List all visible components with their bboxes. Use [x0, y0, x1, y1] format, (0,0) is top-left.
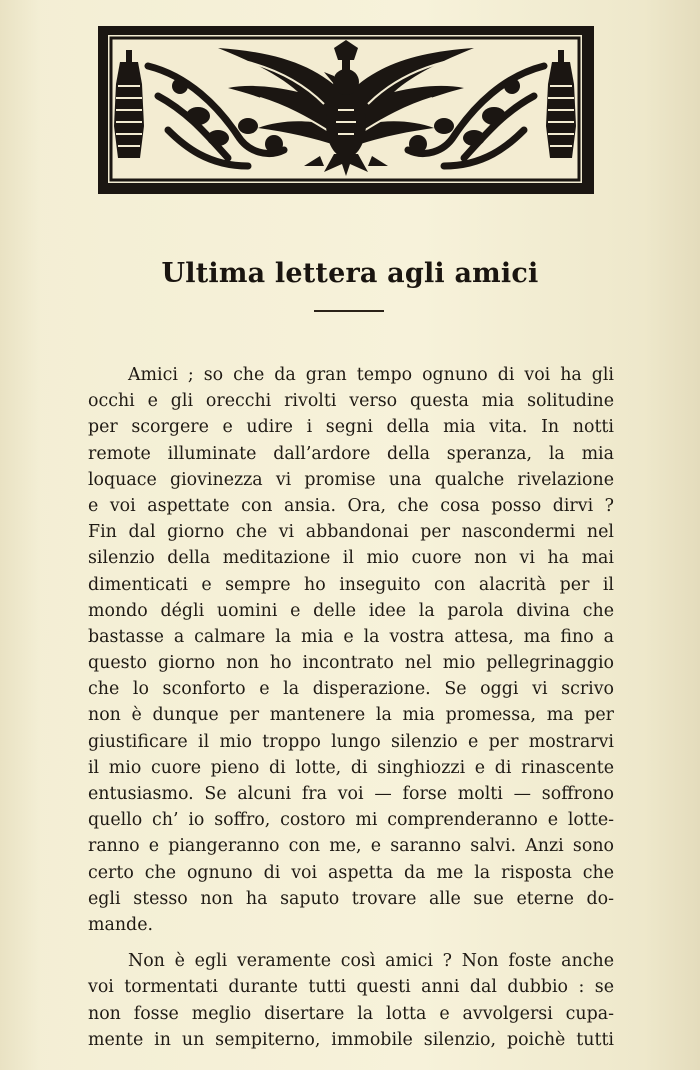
text-line: mondo dégli uomini e delle idee la parola divina che [88, 600, 614, 621]
text-line: mente in un sempiterno, immobile silenzio, poichè tutti [88, 1029, 614, 1050]
text-line: non è dunque per mantenere la mia promessa, ma per [88, 705, 614, 726]
text-line: bastasse a calmare la mia e la vostra attesa, ma fino a [88, 626, 614, 647]
text-line: dimenticati e sempre ho inseguito con alacrità per il [88, 574, 614, 595]
text-line: occhi e gli orecchi rivolti verso questa mia solitudine [88, 391, 614, 412]
paragraph [88, 362, 614, 938]
text-line: per scorgere e udire i segni della mia vita. In notti [88, 417, 614, 438]
text-line: non fosse meglio disertare la lotta e avvolgersi cupa- [88, 1003, 614, 1024]
text-line: Amici ; so che da gran tempo ognuno di voi ha gli [128, 365, 614, 385]
eagle-woodcut-ornament-icon [98, 26, 594, 194]
text-line: che lo sconforto e la disperazione. Se oggi vi scrivo [88, 679, 614, 700]
text-line: certo che ognuno di voi aspetta da me la risposta che [88, 862, 614, 883]
text-line: giustificare il mio troppo lungo silenzio e per mostrarvi [88, 731, 614, 752]
page-gutter-shadow [0, 0, 40, 1070]
text-line: voi tormentati durante tutti questi anni dal dubbio : se [88, 977, 614, 998]
text-line: il mio cuore pieno di lotte, di singhiozzi e di rinascente [88, 757, 614, 778]
text-line: Fin dal giorno che vi abbandonai per nascondermi nel [88, 522, 614, 543]
title-underline-rule [314, 310, 384, 312]
text-line: ranno e piangeranno con me, e saranno salvi. Anzi sono [88, 836, 614, 857]
paragraph [88, 948, 614, 1053]
paragraph-gap [88, 938, 614, 948]
text-line: silenzio della meditazione il mio cuore non vi ha mai [88, 548, 614, 569]
text-line: Non è egli veramente così amici ? Non foste anche [128, 951, 614, 972]
letter-body [88, 362, 614, 1053]
text-line: entusiasmo. Se alcuni fra voi — forse molti — soffrono [88, 784, 614, 804]
text-line: questo giorno non ho incontrato nel mio pellegrinaggio [88, 653, 614, 674]
text-line: e voi aspettate con ansia. Ora, che cosa posso dirvi ? [88, 495, 614, 516]
text-line: loquace giovinezza vi promise una qualche rivelazione [88, 469, 614, 490]
text-line: egli stesso non ha saputo trovare alle sue eterne do- [88, 888, 614, 909]
text-line: mande. [88, 914, 154, 935]
page-title: Ultima lettera agli amici [161, 258, 539, 289]
text-line: quello ch’ io soffro, costoro mi comprenderanno e lotte- [88, 810, 614, 831]
text-line: remote illuminate dall’ardore della speranza, la mia [88, 443, 614, 464]
